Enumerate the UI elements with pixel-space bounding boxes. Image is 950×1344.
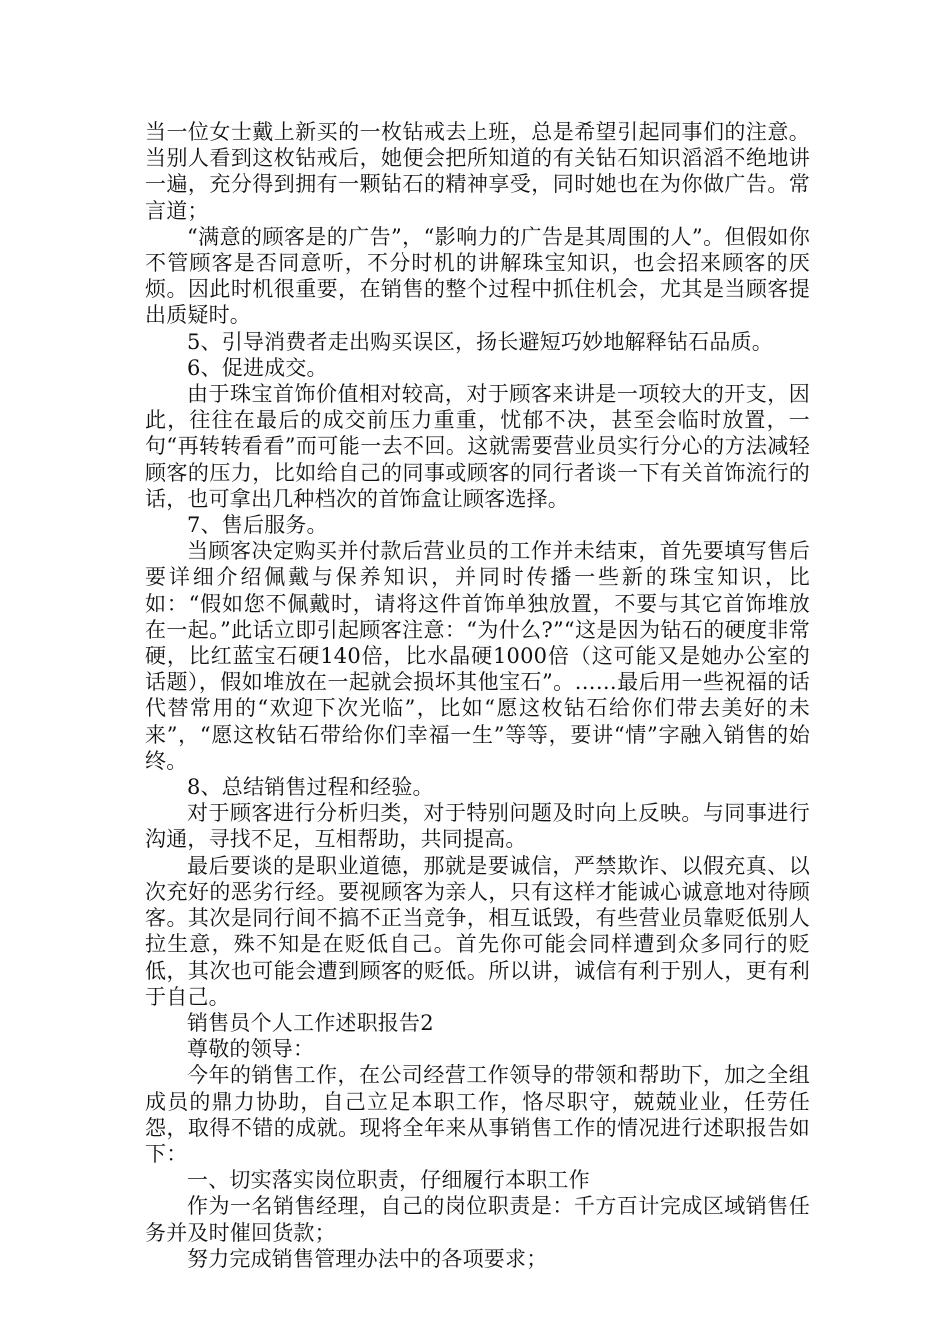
paragraph: 7、售后服务。 (187, 513, 328, 538)
section-heading: 一、切实落实岗位职责，仔细履行本职工作 (187, 1168, 590, 1193)
paragraph: 对于顾客进行分析归类，对于特别问题及时向上反映。与同事进行沟通，寻找不足，互相帮助，共同提高。 (145, 801, 810, 852)
document-body (145, 119, 810, 1272)
paragraph: 今年的销售工作，在公司经营工作领导的带领和帮助下，加之全组成员的鼎力协助，自己立足本职工作，恪尽职守，兢兢业业，任劳任怨，取得不错的成就。现将全年来从事销售工作的情况进行述职报告如下： (145, 1063, 810, 1166)
paragraph: 当一位女士戴上新买的一枚钻戒去上班，总是希望引起同事们的注意。当别人看到这枚钻戒后，她便会把所知道的有关钻石知识滔滔不绝地讲一遍，充分得到拥有一颗钻石的精神享受，同时她也在为你做广告。常言道； (145, 120, 810, 223)
paragraph: 当顾客决定购买并付款后营业员的工作并未结束，首先要填写售后要详细介绍佩戴与保养知识，并同时传播一些新的珠宝知识，比如：“假如您不佩戴时，请将这件首饰单独放置，不要与其它首饰堆放在一起。”此话立即引起顾客注意：“为什么?”“这是因为钻石的硬度非常硬，比红蓝宝石硬140倍，比水晶硬1000倍（这可能又是她办公室的话题），假如堆放在一起就会损坏其他宝石”。……最后用一些祝福的话代替常用的“欢迎下次光临”，比如“愿这枚钻石给你们带去美好的未来”，“愿这枚钻石带给你们幸福一生”等等，要讲“情”字融入销售的始终。 (145, 539, 810, 773)
salutation: 尊敬的领导： (187, 1037, 315, 1062)
paragraph: 6、促进成交。 (187, 355, 328, 380)
paragraph: “满意的顾客是的广告”，“影响力的广告是其周围的人”。但假如你不管顾客是否同意听，不分时机的讲解珠宝知识，也会招来顾客的厌烦。因此时机很重要，在销售的整个过程中抓住机会，尤其是当顾客提出质疑时。 (145, 224, 810, 328)
paragraph: 8、总结销售过程和经验。 (187, 775, 434, 800)
paragraph: 努力完成销售管理办法中的各项要求； (187, 1246, 548, 1271)
section-title: 销售员个人工作述职报告2 (187, 1010, 434, 1035)
paragraph: 作为一名销售经理，自己的岗位职责是：千方百计完成区域销售任务并及时催回货款； (145, 1194, 810, 1245)
paragraph: 由于珠宝首饰价值相对较高，对于顾客来讲是一项较大的开支，因此，往往在最后的成交前压力重重，忧郁不决，甚至会临时放置，一句“再转转看看”而可能一去不回。这就需要营业员实行分心的方法减轻顾客的压力，比如给自己的同事或顾客的同行者谈一下有关首饰流行的话，也可拿出几种档次的首饰盒让顾客选择。 (145, 382, 810, 511)
paragraph: 5、引导消费者走出购买误区，扬长避短巧妙地解释钻石品质。 (187, 329, 773, 354)
paragraph: 最后要谈的是职业道德，那就是要诚信，严禁欺诈、以假充真、以次充好的恶劣行经。要视顾客为亲人，只有这样才能诚心诚意地对待顾客。其次是同行间不搞不正当竞争，相互诋毁，有些营业员靠贬低别人拉生意，殊不知是在贬低自己。首先你可能会同样遭到众多同行的贬低，其次也可能会遭到顾客的贬低。所以讲，诚信有利于别人，更有利于自己。 (145, 853, 810, 1009)
